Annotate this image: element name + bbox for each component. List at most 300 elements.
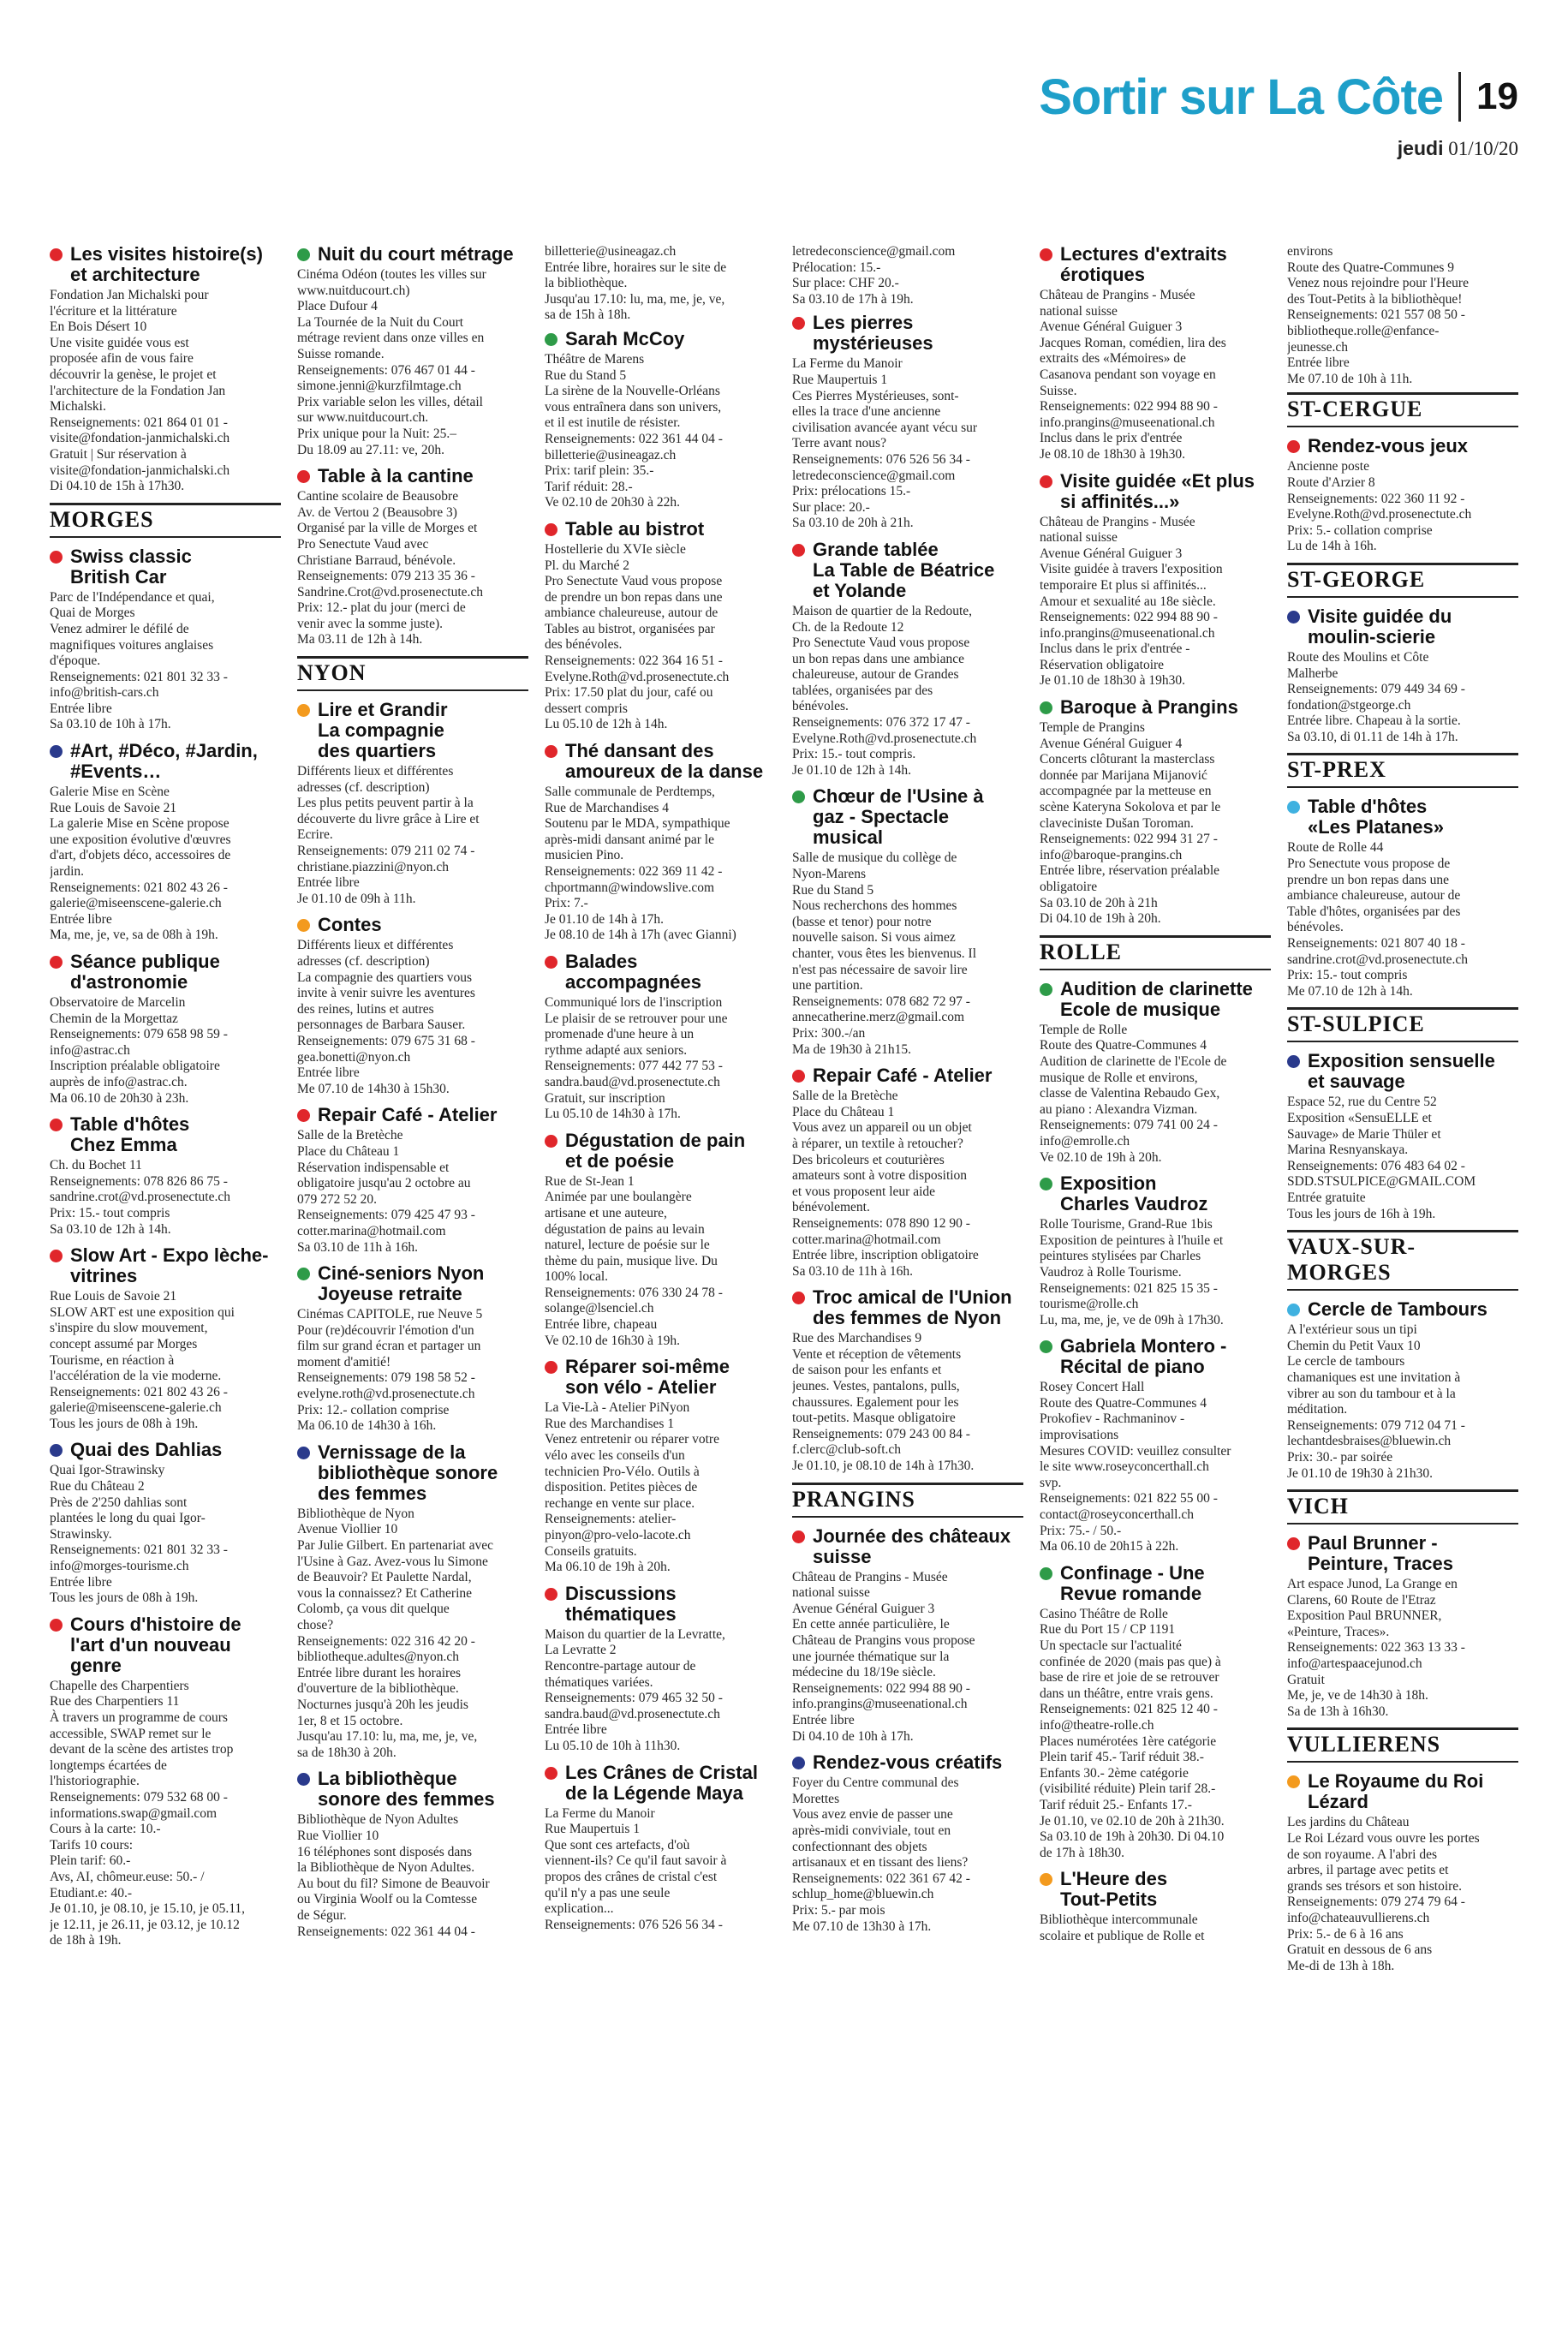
event-details — [1040, 1023, 1271, 1166]
event-detail-line: arbres, il partage avec petits et — [1287, 1863, 1449, 1878]
event-detail-line: propos des crânes de cristal c'est — [545, 1869, 718, 1884]
event-detail-line: Ve 02.10 de 20h30 à 22h. — [545, 495, 680, 510]
event-detail-line: accompagnée par la metteuse en — [1040, 784, 1212, 799]
listing-line: la bibliothèque. — [545, 276, 628, 291]
event-detail-line: Chemin du Petit Vaux 10 — [1287, 1338, 1421, 1353]
event-detail-line: En Bois Désert 10 — [50, 319, 147, 335]
event-detail-line: Une visite guidée vous est — [50, 335, 189, 350]
event-title-line: musical — [813, 826, 883, 849]
event-title-line: suisse — [813, 1545, 872, 1567]
event-detail-line: Renseignements: 079 465 32 50 - — [545, 1691, 723, 1706]
event-detail-line: Renseignements: 022 994 88 90 - — [1040, 610, 1218, 625]
event-detail-line: le site www.roseyconcerthall.ch — [1040, 1459, 1209, 1475]
event-detail-line: Salle communale de Perdtemps, — [545, 785, 715, 800]
event-detail-line: et il est inutile de résister. — [545, 415, 681, 431]
event-details — [297, 1128, 528, 1256]
event-listing — [792, 1526, 1023, 1745]
column-6 — [1287, 244, 1518, 2300]
event-detail-line: Renseignements: 079 449 34 69 - — [1287, 682, 1465, 697]
event-details — [1287, 650, 1518, 746]
event-detail-line: chaleureuse, autour de Grandes — [792, 667, 959, 683]
event-detail-line: Sa 03.10 de 20h à 21h. — [792, 516, 914, 531]
event-detail-line: d'art, d'objets déco, accessoires de — [50, 848, 231, 863]
event-detail-line: Route des Quatre-Communes 4 — [1040, 1395, 1207, 1411]
event-detail-line: Renseignements: 079 274 79 64 - — [1287, 1894, 1465, 1910]
event-title-line: Revue romande — [1060, 1582, 1202, 1604]
event-detail-line: Nyon-Marens — [792, 867, 867, 882]
column-1 — [50, 244, 281, 2300]
event-detail-line: Place Dufour 4 — [297, 299, 378, 314]
event-detail-line: Renseignements: 079 712 04 71 - — [1287, 1417, 1465, 1433]
event-detail-line: confinée de 2020 (mais pas que) à — [1040, 1654, 1221, 1669]
event-detail-line: musique de Rolle et environs, — [1040, 1070, 1198, 1085]
event-detail-line: Pro Senectute vous propose de — [1287, 856, 1451, 872]
event-detail-line: Audition de clarinette de l'Ecole de — [1040, 1053, 1227, 1069]
event-detail-line: national suisse — [1040, 530, 1118, 546]
event-detail-line: Plein tarif: 60.- — [50, 1853, 131, 1869]
event-detail-line: Rue du Port 15 / CP 1191 — [1040, 1622, 1176, 1638]
event-title — [1040, 244, 1271, 285]
event-detail-line: info@emrolle.ch — [1040, 1133, 1130, 1149]
event-detail-line: de Beauvoir? Et Paulette Nardal, — [297, 1570, 472, 1585]
event-details — [1040, 1217, 1271, 1328]
continued-text — [792, 244, 1023, 307]
event-detail-line: 100% local. — [545, 1269, 609, 1285]
event-title-line: Chez Emma — [70, 1134, 177, 1156]
event-detail-line: Entrée libre — [792, 1712, 855, 1727]
event-detail-line: des reines, lutins et autres — [297, 1001, 434, 1017]
category-dot-icon — [545, 745, 557, 758]
event-title — [1287, 606, 1518, 647]
event-title-line: #Events… — [70, 761, 162, 783]
event-detail-line: Strawinsky. — [50, 1526, 112, 1542]
event-detail-line: schlup_home@bluewin.ch — [792, 1887, 934, 1902]
event-detail-line: Renseignements: 022 994 88 90 - — [1040, 399, 1218, 415]
event-detail-line: 1er, 8 et 15 octobre. — [297, 1713, 403, 1728]
event-detail-line: explication... — [545, 1901, 614, 1917]
event-title — [297, 700, 528, 761]
event-detail-line: chose? — [297, 1618, 334, 1632]
title-separator — [1458, 72, 1461, 122]
event-details — [545, 352, 776, 511]
event-detail-line: Renseignements: 079 741 00 24 - — [1040, 1118, 1218, 1133]
event-detail-line: l'écriture et la littérature — [50, 303, 177, 319]
event-listing — [297, 244, 528, 458]
listing-line: Venez nous rejoindre pour l'Heure — [1287, 276, 1469, 291]
event-title — [1040, 1563, 1271, 1604]
event-title-line: Cours d'histoire de — [70, 1613, 241, 1635]
page-number: 19 — [1476, 75, 1518, 117]
event-title-line: Contes — [318, 914, 382, 936]
column-4 — [792, 244, 1023, 2300]
event-detail-line: (basse et tenor) pour notre — [792, 914, 932, 929]
event-title-line: Tout-Petits — [1060, 1888, 1158, 1911]
event-detail-line: Prix: 15.- tout compris — [50, 1205, 170, 1220]
event-detail-line: billetterie@usineagaz.ch — [545, 447, 677, 462]
event-detail-line: La Levratte 2 — [545, 1643, 617, 1658]
event-title-line: et sauvage — [1308, 1071, 1405, 1093]
event-title — [1287, 797, 1518, 838]
event-title-line: Confinage - Une — [1060, 1561, 1205, 1584]
category-dot-icon — [792, 317, 805, 330]
listing-line: Me 07.10 de 10h à 11h. — [1287, 371, 1413, 386]
category-dot-icon — [792, 544, 805, 557]
event-title-line: Baroque à Prangins — [1060, 696, 1238, 719]
event-detail-line: Je 01.10 de 18h30 à 19h30. — [1040, 673, 1186, 689]
event-detail-line: Prix: 15.- tout compris. — [792, 747, 916, 762]
event-detail-line: contact@roseyconcerthall.ch — [1040, 1507, 1194, 1523]
event-detail-line: s'inspire du slow mouvement, — [50, 1321, 208, 1336]
event-detail-line: Me 07.10 de 14h30 à 15h30. — [297, 1081, 450, 1096]
category-dot-icon — [792, 1292, 805, 1304]
location-heading: ST-PREX — [1287, 753, 1518, 788]
category-dot-icon — [297, 1773, 310, 1786]
event-title-line: Les visites histoire(s) — [70, 244, 263, 265]
location-heading: VICH — [1287, 1489, 1518, 1524]
event-detail-line: l'historiographie. — [50, 1774, 140, 1789]
event-details — [792, 1331, 1023, 1474]
event-detail-line: Renseignements: 021 802 43 26 - — [50, 880, 228, 895]
event-detail-line: de son royaume. A l'abri des — [1287, 1847, 1437, 1862]
event-title-line: Table au bistrot — [565, 517, 705, 540]
event-title — [297, 1442, 528, 1504]
event-detail-line: info.prangins@museenational.ch — [792, 1697, 968, 1712]
event-detail-line: de 18h à 19h. — [50, 1933, 122, 1948]
event-detail-line: Me-di de 13h à 18h. — [1287, 1958, 1395, 1973]
event-detail-line: plantées le long du quai Igor- — [50, 1511, 206, 1526]
event-detail-line: Ve 02.10 de 16h30 à 19h. — [545, 1333, 680, 1348]
event-detail-line: Je 08.10 de 18h30 à 19h30. — [1040, 446, 1186, 462]
event-detail-line: Me, je, ve de 14h30 à 18h. — [1287, 1688, 1428, 1703]
event-details — [1040, 1912, 1271, 1944]
event-detail-line: Espace 52, rue du Centre 52 — [1287, 1095, 1437, 1110]
event-detail-line: simone.jenni@kurzfilmtage.ch — [297, 379, 462, 394]
event-detail-line: nouvelle saison. Si vous aimez — [792, 930, 956, 946]
event-detail-line: Pl. du Marché 2 — [545, 558, 630, 573]
event-detail-line: letredeconscience@gmail.com — [792, 468, 956, 483]
event-detail-line: La Vie-Là - Atelier PiNyon — [545, 1400, 690, 1416]
event-detail-line: Entrée libre — [545, 1722, 607, 1738]
event-detail-line: 079 272 52 20. — [297, 1191, 377, 1207]
event-detail-line: Gratuit, sur inscription — [545, 1090, 665, 1106]
event-listing — [50, 1614, 281, 1949]
event-title-line: Troc amical de l'Union — [813, 1286, 1012, 1309]
event-title-line: Gabriela Montero - — [1060, 1335, 1227, 1357]
event-detail-line: Rue du Stand 5 — [792, 882, 874, 898]
event-title-line: Réparer soi-même — [565, 1356, 730, 1378]
event-listing — [1287, 1771, 1518, 1974]
event-detail-line: Rue de Marchandises 4 — [545, 800, 670, 815]
event-detail-line: Hostellerie du XVIe siècle — [545, 541, 686, 557]
event-detail-line: obligatoire — [1040, 880, 1098, 894]
event-detail-line: Inclus dans le prix d'entrée — [1040, 431, 1183, 446]
event-detail-line: Entrée libre, inscription obligatoire — [792, 1248, 979, 1263]
event-detail-line: film sur grand écran et partager un — [297, 1339, 481, 1354]
event-title-line: Les pierres — [813, 312, 914, 334]
event-detail-line: info@british-cars.ch — [50, 685, 159, 701]
event-detail-line: Tous les jours de 08h à 19h. — [50, 1416, 199, 1431]
event-details — [1287, 840, 1518, 999]
event-title-line: Nuit du court métrage — [318, 244, 514, 265]
event-detail-line: découverte du livre grâce à Lire et — [297, 811, 480, 826]
event-detail-line: Venez admirer le défilé de — [50, 621, 189, 636]
event-listing — [545, 1584, 776, 1755]
event-detail-line: Rue des Marchandises 9 — [792, 1331, 922, 1346]
event-detail-line: Lu 05.10 de 14h30 à 17h. — [545, 1107, 681, 1122]
event-detail-line: La Ferme du Manoir — [792, 356, 903, 372]
continued-text — [1287, 244, 1518, 387]
event-detail-line: Jusqu'au 17.10: lu, ma, me, je, ve, — [297, 1729, 478, 1745]
event-detail-line: Evelyne.Roth@vd.prosenectute.ch — [545, 669, 730, 684]
event-title — [1287, 1533, 1518, 1574]
event-title — [545, 1584, 776, 1625]
event-detail-line: Je 01.10, ve 02.10 de 20h à 21h30. — [1040, 1813, 1225, 1829]
event-detail-line: Sa 03.10 de 10h à 17h. — [50, 717, 171, 732]
event-title — [1040, 1869, 1271, 1910]
event-detail-line: Que sont ces artefacts, d'où — [545, 1837, 690, 1853]
event-title-line: Dégustation de pain — [565, 1129, 746, 1151]
event-title-line: Joyeuse retraite — [318, 1283, 462, 1305]
category-dot-icon — [792, 1070, 805, 1083]
category-dot-icon — [50, 1444, 63, 1457]
event-detail-line: Ces Pierres Mystérieuses, sont- — [792, 388, 959, 403]
event-detail-line: de 17h à 18h30. — [1040, 1845, 1125, 1860]
event-detail-line: la Bibliothèque de Nyon Adultes. — [297, 1860, 475, 1876]
event-detail-line: Prix: 5.- collation comprise — [1287, 522, 1433, 538]
event-detail-line: Avenue Viollier 10 — [297, 1522, 398, 1537]
event-details — [545, 1627, 776, 1755]
category-dot-icon — [1040, 1178, 1052, 1190]
event-detail-line: de Ségur. — [297, 1907, 347, 1923]
event-detail-line: Prix: prélocations 15.- — [792, 484, 911, 499]
event-title-line: «Les Platanes» — [1308, 816, 1444, 838]
event-listing — [50, 952, 281, 1107]
event-detail-line: obligatoire jusqu'au 2 octobre au — [297, 1176, 471, 1191]
event-title — [1287, 1299, 1518, 1320]
event-title-line: bibliothèque sonore — [318, 1461, 498, 1483]
event-detail-line: l'architecture de la Fondation Jan — [50, 383, 226, 398]
event-details — [545, 785, 776, 944]
category-dot-icon — [545, 333, 557, 346]
event-detail-line: Tous les jours de 08h à 19h. — [50, 1590, 199, 1606]
event-detail-line: Casino Théâtre de Rolle — [1040, 1606, 1168, 1621]
event-title — [50, 546, 281, 588]
event-listing — [1040, 1336, 1271, 1555]
location-heading: NYON — [297, 656, 528, 691]
event-title-line: de la Légende Maya — [565, 1781, 743, 1804]
event-detail-line: Amour et sexualité au 18e siècle. — [1040, 594, 1216, 609]
event-detail-line: Je 01.10 de 12h à 14h. — [792, 762, 912, 778]
event-title-line: son vélo - Atelier — [565, 1376, 717, 1399]
event-detail-line: Entrée libre — [50, 701, 112, 716]
event-title-line: et Yolande — [813, 579, 907, 601]
event-detail-line: magnifiques voitures anglaises — [50, 637, 214, 653]
event-detail-line: claveciniste Dušan Toroman. — [1040, 815, 1194, 831]
event-detail-line: Salle de la Bretèche — [792, 1089, 898, 1104]
event-detail-line: Rue du Château 2 — [50, 1479, 145, 1495]
event-listing — [297, 1263, 528, 1435]
category-dot-icon — [297, 470, 310, 483]
event-detail-line: tablées, organisées par des — [792, 683, 933, 698]
listing-line: environs — [1287, 244, 1333, 259]
listing-line: bibliotheque.rolle@enfance- — [1287, 323, 1440, 338]
event-detail-line: Di 04.10 de 19h à 20h. — [1040, 911, 1161, 927]
event-detail-line: bénévoles. — [1287, 920, 1344, 935]
event-title-line: Sarah McCoy — [565, 327, 685, 349]
event-detail-line: Je 01.10 de 14h à 17h. — [545, 911, 665, 927]
event-title — [545, 519, 776, 540]
event-detail-line: Ancienne poste — [1287, 459, 1369, 474]
event-detail-line: Morettes — [792, 1791, 840, 1806]
event-title-line: Charles Vaudroz — [1060, 1193, 1208, 1215]
event-title — [50, 1245, 281, 1286]
event-detail-line: À travers un programme de cours — [50, 1710, 228, 1725]
event-detail-line: bibliotheque.adultes@nyon.ch — [297, 1650, 460, 1665]
event-detail-line: Jacques Roman, comédien, lira des — [1040, 335, 1226, 350]
event-detail-line: après-midi dansant animé par le — [545, 832, 714, 847]
event-detail-line: SLOW ART est une exposition qui — [50, 1304, 235, 1320]
event-detail-line: Ch. du Bochet 11 — [50, 1158, 142, 1173]
event-detail-line: Ch. de la Redoute 12 — [792, 619, 904, 635]
event-detail-line: national suisse — [1040, 303, 1118, 319]
event-detail-line: Renseignements: 079 425 47 93 - — [297, 1208, 475, 1223]
location-heading: ST-SULPICE — [1287, 1007, 1518, 1042]
event-detail-line: info@morges-tourisme.ch — [50, 1559, 189, 1574]
event-detail-line: rythme adapté aux seniors. — [545, 1042, 688, 1058]
event-detail-line: f.clerc@club-soft.ch — [792, 1442, 902, 1458]
event-detail-line: Art espace Junod, La Grange en — [1287, 1577, 1458, 1592]
event-details — [792, 1775, 1023, 1935]
event-detail-line: www.nuitducourt.ch) — [297, 283, 410, 298]
event-details — [792, 604, 1023, 779]
event-detail-line: Exposition «SensuELLE et — [1287, 1111, 1432, 1125]
event-detail-line: Route de Rolle 44 — [1287, 840, 1384, 856]
event-title-line: Exposition sensuelle — [1308, 1050, 1495, 1072]
event-detail-line: Prix: 12.- plat du jour (merci de — [297, 600, 466, 616]
event-detail-line: Château de Prangins - Musée — [1040, 288, 1195, 302]
location-heading: ST-GEORGE — [1287, 563, 1518, 598]
event-detail-line: Réservation obligatoire — [1040, 657, 1165, 672]
event-detail-line: vous entraînera dans son univers, — [545, 399, 722, 415]
event-detail-line: méditation. — [1287, 1402, 1348, 1417]
event-title-line: L'Heure des — [1060, 1868, 1168, 1890]
event-details — [50, 785, 281, 944]
event-detail-line: tout-petits. Masque obligatoire — [792, 1411, 956, 1426]
event-detail-line: Renseignements: 021 825 12 40 - — [1040, 1702, 1218, 1717]
event-detail-line: chportmann@windowslive.com — [545, 880, 715, 895]
event-detail-line: peintures stylisées par Charles — [1040, 1249, 1201, 1264]
event-detail-line: de prendre un bon repas dans une — [545, 589, 723, 605]
event-detail-line: Cinémas CAPITOLE, rue Neuve 5 — [297, 1307, 483, 1322]
event-detail-line: Etudiant.e: 40.- — [50, 1885, 132, 1900]
event-detail-line: sandra.baud@vd.prosenectute.ch — [545, 1706, 720, 1721]
event-detail-line: Entrée gratuite — [1287, 1190, 1366, 1205]
event-details — [1040, 288, 1271, 463]
event-detail-line: 16 téléphones sont disposés dans — [297, 1844, 473, 1859]
event-title-line: #Art, #Déco, #Jardin, — [70, 740, 258, 762]
event-title — [50, 952, 281, 993]
event-detail-line: l'Usine à Gaz. Avez-vous lu Simone — [297, 1554, 488, 1569]
event-detail-line: Table d'hôtes, organisées par des — [1287, 904, 1461, 919]
event-detail-line: Av. de Vertou 2 (Beausobre 3) — [297, 504, 457, 520]
category-dot-icon — [1040, 1873, 1052, 1886]
event-detail-line: Renseignements: 076 467 01 44 - — [297, 362, 475, 378]
event-detail-line: Enfants 30.- 2ème catégorie — [1040, 1765, 1189, 1781]
event-detail-line: une exposition évolutive d'œuvres — [50, 832, 231, 847]
event-listing — [1040, 1563, 1271, 1862]
event-detail-line: ou Virginia Woolf ou la Comtesse — [297, 1892, 478, 1907]
event-detail-line: sa de 18h30 à 20h. — [297, 1745, 396, 1760]
event-details — [1287, 1815, 1518, 1974]
event-detail-line: amateurs sont à votre disposition — [792, 1168, 968, 1184]
event-detail-line: Renseignements: 021 802 43 26 - — [50, 1384, 228, 1399]
category-dot-icon — [297, 1109, 310, 1122]
event-detail-line: Réservation indispensable et — [297, 1160, 450, 1175]
event-detail-line: La compagnie des quartiers vous — [297, 970, 473, 985]
event-details — [1040, 1607, 1271, 1862]
event-detail-line: Quai de Morges — [50, 606, 135, 621]
column-3 — [545, 244, 776, 2300]
event-details — [1040, 515, 1271, 690]
event-detail-line: Renseignements: 079 213 35 36 - — [297, 569, 475, 584]
event-detail-line: Renseignements: 022 369 11 42 - — [545, 864, 723, 879]
issue-date — [1398, 137, 1518, 160]
category-dot-icon — [1287, 1304, 1300, 1316]
event-detail-line: jardin. — [50, 864, 85, 880]
event-title — [545, 1357, 776, 1398]
column-2 — [297, 244, 528, 2300]
event-detail-line: Avs, AI, chômeur.euse: 50.- / — [50, 1869, 205, 1884]
event-detail-line: dessert compris — [545, 701, 628, 716]
event-detail-line: Renseignements: 077 442 77 53 - — [545, 1059, 723, 1074]
event-title-line: Récital de piano — [1060, 1356, 1205, 1378]
event-listing — [545, 952, 776, 1123]
event-title — [1040, 471, 1271, 512]
event-listing — [1040, 244, 1271, 463]
event-title-line: British Car — [70, 565, 167, 588]
event-detail-line: artisane et une auteure, — [545, 1205, 667, 1220]
event-detail-line: La Ferme du Manoir — [545, 1805, 655, 1821]
event-title — [545, 1763, 776, 1804]
event-title-line: amoureux de la danse — [565, 761, 764, 783]
event-title-line: Rendez-vous créatifs — [813, 1751, 1003, 1774]
event-title — [297, 466, 528, 486]
event-details — [792, 850, 1023, 1058]
event-detail-line: personnages de Barbara Sauser. — [297, 1017, 466, 1033]
event-detail-line: donnée par Marijana Mijanović — [1040, 767, 1207, 783]
event-title-line: et de poésie — [565, 1149, 675, 1172]
event-details — [297, 1812, 528, 1940]
category-dot-icon — [297, 248, 310, 261]
event-detail-line: une partition. — [792, 978, 863, 993]
listing-line: Prélocation: 15.- — [792, 260, 881, 275]
event-title-line: Repair Café - Atelier — [813, 1065, 993, 1087]
event-title-line: La bibliothèque — [318, 1768, 457, 1790]
event-title — [50, 1614, 281, 1676]
event-detail-line: Avenue Général Guiguer 3 — [1040, 319, 1183, 335]
event-detail-line: temporaire Et plus si affinités... — [1040, 577, 1207, 593]
event-listing — [297, 700, 528, 907]
event-details — [1040, 1380, 1271, 1555]
event-detail-line: confectionnant des objets — [792, 1839, 927, 1854]
event-details — [1287, 459, 1518, 555]
event-detail-line: Nous recherchons des hommes — [792, 898, 957, 914]
event-detail-line: Cantine scolaire de Beausobre — [297, 489, 459, 504]
event-title — [1040, 697, 1271, 718]
event-title-line: moulin-scierie — [1308, 625, 1436, 647]
event-details — [792, 1570, 1023, 1745]
event-detail-line: Rue des Marchandises 1 — [545, 1416, 675, 1431]
